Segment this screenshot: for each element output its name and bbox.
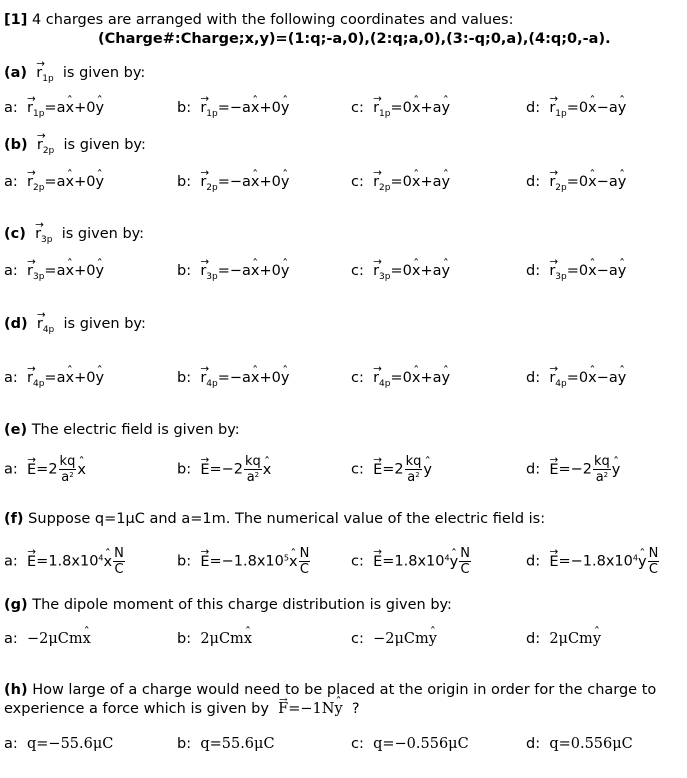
fraction-numerator: kq (59, 454, 76, 469)
x-hat: ˆ x (588, 263, 597, 279)
choice-letter: b: (177, 461, 192, 478)
y-hat: ˆ y (95, 174, 104, 190)
prompt-suffix: is given by: (63, 137, 146, 153)
choice-value: =−1.8x10 (209, 553, 284, 570)
unit-numerator: N (460, 546, 470, 561)
choice-eq: =a (44, 100, 66, 116)
choice-d[interactable] (526, 100, 627, 119)
choice-eq: =−a (217, 100, 251, 116)
choice-mid: −a (596, 100, 618, 116)
choice-letter: d: (526, 736, 541, 752)
choice-d[interactable] (526, 263, 627, 282)
x-hat: ˆ x (412, 100, 421, 116)
choice-a[interactable] (4, 174, 105, 193)
y-hat: ˆ y (423, 462, 432, 478)
choice-letter: a: (4, 370, 18, 386)
y-hat: ˆ y (618, 263, 627, 279)
part-b-prompt (4, 137, 146, 156)
subscript: 2p (206, 183, 218, 193)
choice-letter: d: (526, 553, 541, 570)
r-vector-symbol: → r (37, 137, 43, 153)
r-vector-symbol: → r (27, 100, 33, 116)
x-hat: ˆ x (412, 370, 421, 386)
r-vector-symbol: → r (373, 370, 379, 386)
unit-denominator: C (299, 562, 309, 577)
subscript: 2p (32, 183, 45, 193)
exponent: 4 (632, 553, 638, 563)
fraction-numerator: kq (245, 454, 261, 469)
r-vector-symbol: → r (37, 316, 43, 332)
choice-value: =−1.8x10 (558, 553, 633, 570)
y-hat: ˆ y (95, 263, 104, 279)
choice-eq: =0 (390, 174, 412, 190)
part-f-prompt (4, 511, 545, 527)
x-hat: ˆ x (77, 462, 86, 478)
part-label: (b) (4, 137, 28, 153)
r-vector-symbol: → r (200, 174, 206, 190)
choice-eq: =0 (566, 174, 589, 190)
choice-c[interactable] (351, 455, 432, 484)
choice-a[interactable] (4, 631, 91, 647)
choice-letter: c: (351, 263, 364, 279)
choice-letter: b: (177, 100, 192, 116)
x-hat: ˆ x (251, 370, 260, 386)
choice-a[interactable] (4, 455, 86, 484)
choice-letter: d: (526, 370, 541, 386)
choice-letter: c: (351, 736, 364, 752)
r-vector-symbol: → r (27, 174, 33, 190)
choice-b[interactable] (177, 631, 252, 647)
choice-letter: b: (177, 631, 192, 647)
choice-value: q=0.556μC (549, 736, 633, 752)
choice-eq: =0 (390, 370, 412, 386)
fraction-denominator: a (246, 470, 255, 485)
choice-a[interactable] (4, 547, 126, 576)
part-g-prompt (4, 597, 452, 613)
part-label: (c) (4, 226, 26, 242)
choice-value: −2μCm (373, 631, 429, 647)
subscript: 3p (206, 272, 218, 282)
choice-letter: d: (526, 461, 541, 478)
choice-a[interactable] (4, 263, 105, 282)
x-hat: ˆ x (289, 554, 298, 570)
r-vector-symbol: → r (549, 370, 555, 386)
subscript: 4p (555, 379, 567, 389)
problem-number: [1] (4, 12, 28, 28)
x-hat: ˆ x (588, 370, 597, 386)
y-hat: ˆ y (618, 370, 627, 386)
x-hat: ˆ x (65, 174, 74, 190)
force-value: =−1N (288, 701, 335, 717)
choice-letter: c: (351, 370, 364, 386)
choice-eq: =a (44, 370, 66, 386)
x-hat: ˆ x (412, 174, 421, 190)
prompt-suffix: is given by: (63, 316, 146, 332)
choice-letter: c: (351, 100, 364, 116)
unit-fraction (648, 547, 660, 576)
e-field-symbol: → E (549, 554, 558, 570)
choice-mid: +a (420, 174, 442, 190)
choice-letter: b: (177, 263, 192, 279)
choice-c[interactable] (351, 736, 469, 752)
choice-mid: +a (420, 263, 442, 279)
choice-d[interactable] (526, 174, 627, 193)
x-hat: ˆ x (263, 462, 272, 478)
y-hat: ˆ y (442, 100, 451, 116)
r-vector-symbol: → r (27, 263, 33, 279)
part-e-prompt (4, 422, 240, 438)
e-field-symbol: → E (373, 554, 382, 570)
y-hat: ˆ y (442, 263, 451, 279)
part-d-prompt (4, 316, 146, 335)
e-field-symbol: → E (27, 462, 36, 478)
y-hat: ˆ y (618, 100, 627, 116)
choice-value: 2μCm (549, 631, 593, 647)
fraction-denominator: a (407, 470, 416, 485)
exponent: 2 (69, 471, 74, 479)
choice-letter: c: (351, 631, 364, 647)
choice-letter: b: (177, 553, 192, 570)
choice-eq: =0 (390, 263, 412, 279)
choice-mid: +0 (74, 100, 96, 116)
coefficient: =2 (382, 461, 404, 478)
unit-fraction (113, 547, 125, 576)
r-vector-symbol: → r (36, 65, 42, 81)
prompt-text: Suppose q=1μC and a=1m. The numerical value of the electric field is: (28, 511, 546, 527)
choice-eq: =0 (390, 100, 412, 116)
fraction-denominator: a (61, 470, 70, 485)
e-field-symbol: → E (200, 554, 209, 570)
choice-mid: +0 (74, 263, 96, 279)
problem-intro (4, 12, 513, 28)
y-hat: ˆ y (281, 100, 290, 116)
choice-eq: =−a (217, 263, 251, 279)
exponent: 4 (444, 553, 450, 563)
charges-line: (Charge#:Charge;x,y)=(1:q;-a,0),(2:q;a,0),(3:-q;0,a),(4:q;0,-a). (98, 31, 611, 47)
fraction-numerator: kq (405, 454, 422, 469)
r-vector-symbol: → r (373, 174, 379, 190)
r-vector-symbol: → r (549, 100, 555, 116)
fraction-denominator: a (595, 470, 604, 485)
part-label: (e) (4, 422, 28, 438)
choice-c[interactable] (351, 263, 451, 282)
exponent: 2 (603, 471, 609, 479)
subscript: 3p (555, 272, 567, 282)
y-hat: ˆ y (281, 174, 290, 190)
subscript: 4p (379, 379, 391, 389)
subscript: 2p (42, 146, 55, 156)
unit-fraction (299, 547, 311, 576)
part-c-prompt (4, 226, 145, 245)
r-vector-symbol: → r (373, 263, 379, 279)
choice-letter: a: (4, 100, 18, 116)
choice-value: −2μCm (27, 631, 83, 647)
kq-over-a2-fraction (593, 455, 611, 484)
prompt-suffix: is given by: (62, 65, 146, 81)
coefficient: =−2 (558, 461, 593, 478)
choice-mid: +a (420, 100, 442, 116)
subscript: 1p (555, 109, 567, 119)
choice-eq: =−a (217, 174, 251, 190)
r-vector-symbol: → r (200, 370, 206, 386)
x-hat: ˆ x (588, 174, 597, 190)
choice-b[interactable] (177, 100, 290, 119)
subscript: 4p (206, 379, 218, 389)
force-vector-symbol: → F (278, 701, 288, 717)
choice-mid: +0 (74, 174, 96, 190)
choice-letter: a: (4, 553, 18, 570)
x-hat: ˆ x (251, 174, 260, 190)
choice-eq: =0 (566, 370, 589, 386)
choice-letter: a: (4, 263, 18, 279)
choice-letter: b: (177, 370, 192, 386)
subscript: 1p (42, 74, 54, 84)
choice-b[interactable] (177, 547, 311, 576)
choice-mid: +0 (259, 370, 281, 386)
choice-letter: b: (177, 174, 192, 190)
choice-eq: =a (44, 263, 66, 279)
kq-over-a2-fraction (59, 455, 77, 484)
choice-letter: a: (4, 461, 18, 478)
fraction-numerator: kq (594, 454, 610, 469)
choice-a[interactable] (4, 736, 113, 752)
e-field-symbol: → E (27, 554, 36, 570)
subscript: 3p (32, 272, 45, 282)
r-vector-symbol: → r (549, 174, 555, 190)
choice-value: =1.8x10 (382, 553, 445, 570)
choice-b[interactable] (177, 736, 275, 752)
unit-denominator: C (460, 562, 470, 577)
choice-mid: −a (596, 370, 618, 386)
choice-eq: =a (44, 174, 66, 190)
r-vector-symbol: → r (27, 370, 33, 386)
choice-mid: −a (596, 174, 618, 190)
prompt-text: How large of a charge would need to be placed at the origin in order for the charge to (32, 682, 657, 698)
choice-b[interactable] (177, 370, 290, 389)
choice-value: 2μCm (200, 631, 244, 647)
choice-value: q=55.6μC (200, 736, 275, 752)
e-field-symbol: → E (373, 462, 382, 478)
choice-mid: +0 (259, 100, 281, 116)
unit-denominator: C (648, 562, 658, 577)
y-hat: ˆ y (281, 370, 290, 386)
choice-c[interactable] (351, 100, 451, 119)
subscript: 3p (379, 272, 391, 282)
e-field-symbol: → E (549, 462, 558, 478)
subscript: 4p (42, 325, 55, 335)
choice-letter: d: (526, 174, 541, 190)
prompt-text: The electric field is given by: (31, 422, 240, 438)
exponent: 2 (254, 471, 260, 479)
coefficient: =2 (36, 461, 58, 478)
exponent: 4 (98, 553, 104, 563)
prompt-text: experience a force which is given by (4, 701, 269, 717)
y-hat: ˆ y (95, 100, 104, 116)
choice-d[interactable] (526, 547, 660, 576)
subscript: 4p (32, 379, 45, 389)
y-hat: ˆ y (281, 263, 290, 279)
x-hat: ˆ x (251, 100, 260, 116)
choice-c[interactable] (351, 631, 437, 647)
choice-letter: c: (351, 461, 364, 478)
choice-eq: =0 (566, 263, 589, 279)
choice-letter: d: (526, 100, 541, 116)
choice-letter: c: (351, 174, 364, 190)
choice-letter: a: (4, 631, 18, 647)
unit-numerator: N (114, 546, 124, 561)
kq-over-a2-fraction (405, 455, 423, 484)
y-hat: ˆ y (612, 462, 621, 478)
choice-eq: =−a (217, 370, 251, 386)
r-vector-symbol: → r (373, 100, 379, 116)
choice-mid: +a (420, 370, 442, 386)
choice-letter: a: (4, 174, 18, 190)
choice-letter: a: (4, 736, 18, 752)
r-vector-symbol: → r (200, 100, 206, 116)
prompt-text: The dipole moment of this charge distribution is given by: (32, 597, 452, 613)
part-h-prompt-line2 (4, 701, 360, 717)
subscript: 1p (379, 109, 391, 119)
x-hat: ˆ x (65, 370, 74, 386)
y-hat: ˆ y (334, 701, 342, 717)
choice-value: =1.8x10 (36, 553, 99, 570)
choice-mid: −a (596, 263, 618, 279)
unit-fraction (459, 547, 471, 576)
choice-b[interactable] (177, 455, 271, 484)
part-h-prompt (4, 682, 656, 698)
x-hat: ˆ x (251, 263, 260, 279)
choice-b[interactable] (177, 263, 290, 282)
part-label: (f) (4, 511, 24, 527)
r-vector-symbol: → r (35, 226, 41, 242)
choice-mid: +0 (259, 263, 281, 279)
choice-value: q=−55.6μC (27, 736, 114, 752)
intro-text: 4 charges are arranged with the following coordinates and values: (31, 12, 514, 28)
y-hat: ˆ y (442, 370, 451, 386)
part-label: (a) (4, 65, 28, 81)
unit-denominator: C (114, 562, 124, 577)
subscript: 1p (206, 109, 218, 119)
kq-over-a2-fraction (244, 455, 262, 484)
exponent: 2 (415, 471, 420, 479)
choice-letter: d: (526, 631, 541, 647)
choice-letter: b: (177, 736, 192, 752)
exponent: 5 (283, 553, 289, 563)
choice-value: q=−0.556μC (373, 736, 469, 752)
y-hat: ˆ y (429, 631, 437, 647)
choice-c[interactable] (351, 370, 451, 389)
choice-d[interactable] (526, 370, 627, 389)
y-hat: ˆ y (593, 631, 601, 647)
unit-numerator: N (299, 546, 310, 561)
choice-c[interactable] (351, 547, 472, 576)
y-hat: ˆ y (95, 370, 104, 386)
y-hat: ˆ y (450, 554, 459, 570)
y-hat: ˆ y (638, 554, 647, 570)
x-hat: ˆ x (104, 554, 113, 570)
y-hat: ˆ y (618, 174, 627, 190)
choice-d[interactable] (526, 736, 633, 752)
coefficient: =−2 (209, 461, 244, 478)
x-hat: ˆ x (83, 631, 91, 647)
e-field-symbol: → E (200, 462, 209, 478)
choice-letter: c: (351, 553, 364, 570)
unit-numerator: N (648, 546, 659, 561)
x-hat: ˆ x (412, 263, 421, 279)
part-label: (g) (4, 597, 28, 613)
part-label: (h) (4, 682, 28, 698)
x-hat: ˆ x (65, 100, 74, 116)
subscript: 2p (555, 183, 567, 193)
prompt-suffix: is given by: (61, 226, 145, 242)
r-vector-symbol: → r (549, 263, 555, 279)
choice-c[interactable] (351, 174, 451, 193)
choice-mid: +0 (74, 370, 96, 386)
subscript: 3p (41, 235, 53, 245)
r-vector-symbol: → r (200, 263, 206, 279)
subscript: 1p (32, 109, 45, 119)
question-mark: ? (351, 701, 360, 717)
subscript: 2p (379, 183, 391, 193)
choice-b[interactable] (177, 174, 290, 193)
choice-d[interactable] (526, 631, 601, 647)
part-label: (d) (4, 316, 28, 332)
x-hat: ˆ x (244, 631, 252, 647)
x-hat: ˆ x (588, 100, 597, 116)
choice-d[interactable] (526, 455, 620, 484)
choice-eq: =0 (566, 100, 589, 116)
choice-a[interactable] (4, 100, 105, 119)
choice-a[interactable] (4, 370, 105, 389)
choice-letter: d: (526, 263, 541, 279)
x-hat: ˆ x (65, 263, 74, 279)
part-a-prompt (4, 65, 146, 84)
choice-mid: +0 (259, 174, 281, 190)
y-hat: ˆ y (442, 174, 451, 190)
